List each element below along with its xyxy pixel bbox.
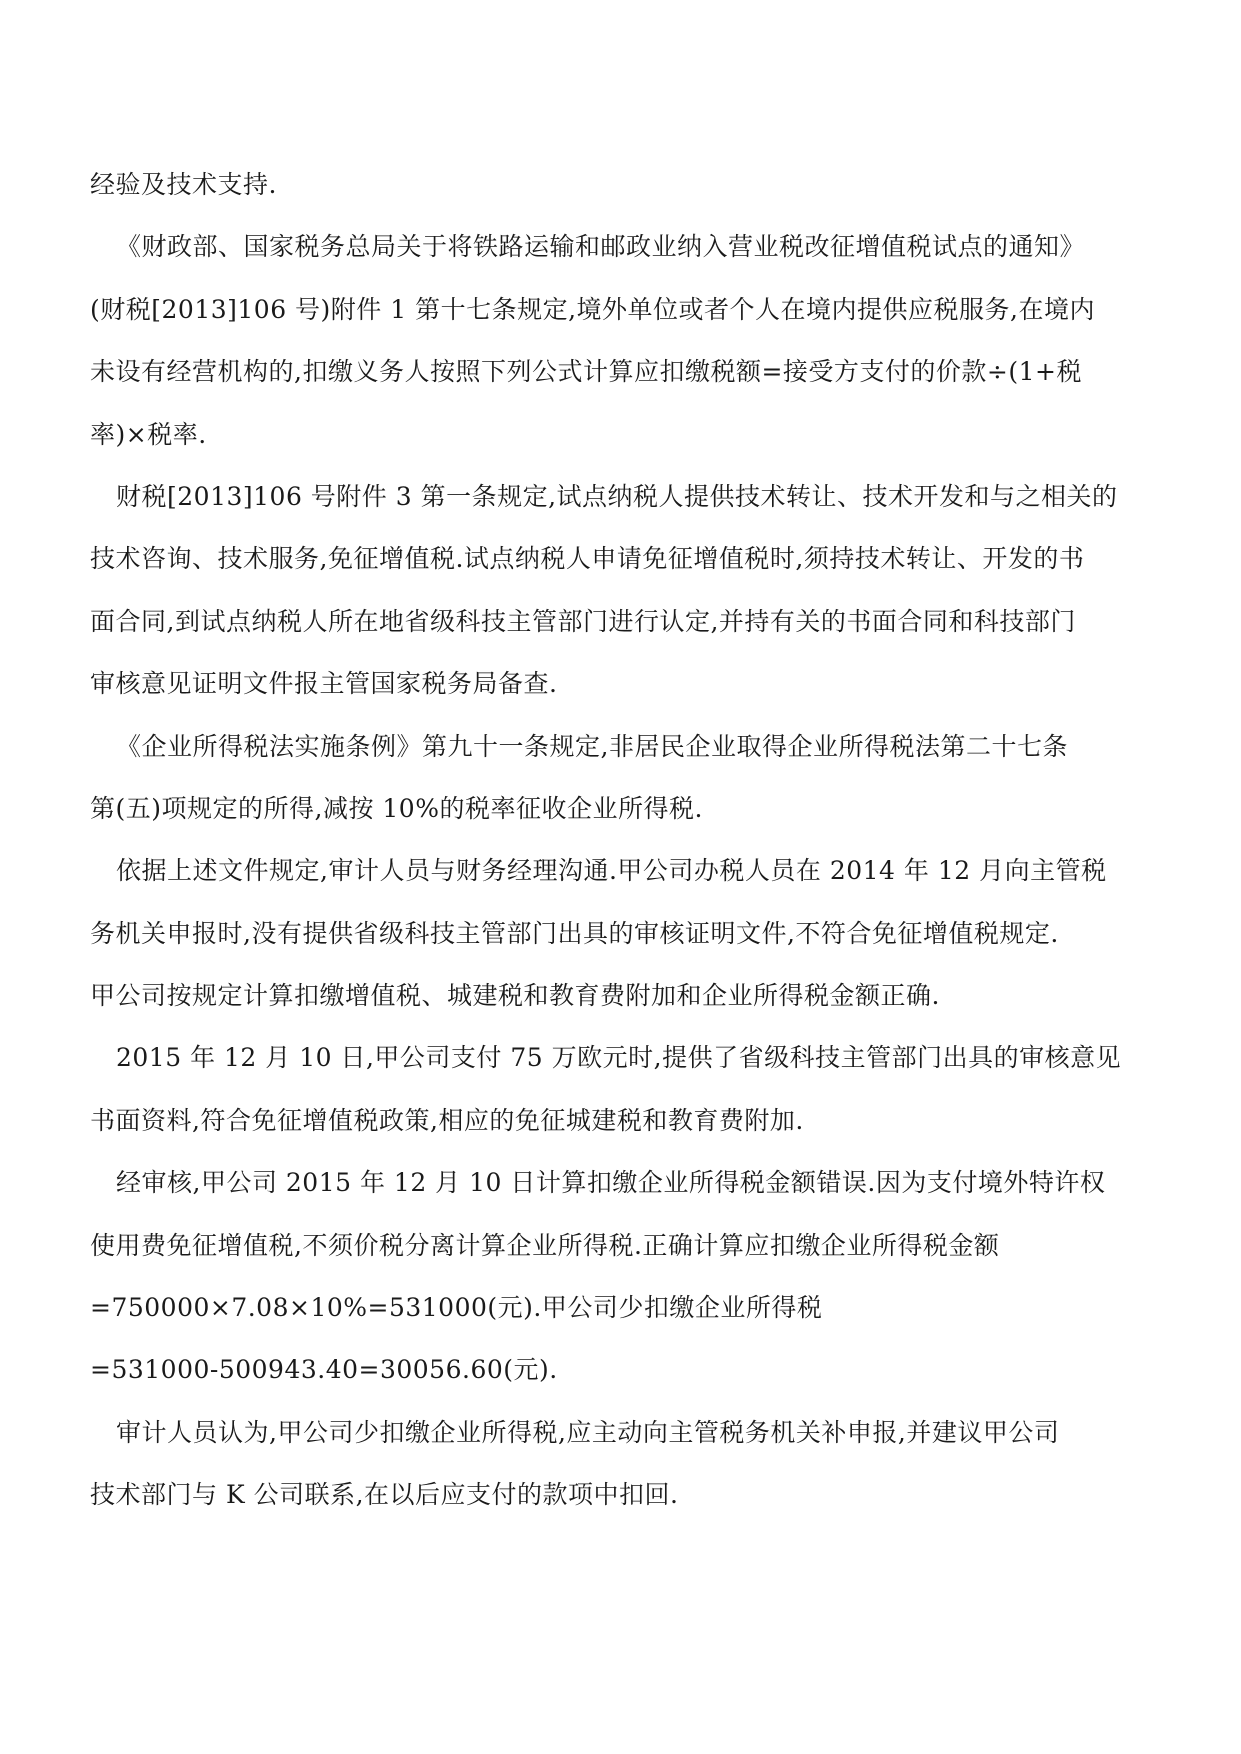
text-line: (财税[2013]106 号)附件 1 第十七条规定,境外单位或者个人在境内提供应税服务,在境内 [90, 294, 1095, 324]
text-line: 《企业所得税法实施条例》第九十一条规定,非居民企业取得企业所得税法第二十七条 [116, 731, 1068, 761]
paragraph-5 [90, 840, 1152, 1027]
text-line: 审核意见证明文件报主管国家税务局备查. [90, 669, 558, 699]
text-line: 依据上述文件规定,审计人员与财务经理沟通.甲公司办税人员在 2014 年 12 月向主管税 [116, 856, 1107, 886]
text-line: 使用费免征增值税,不须价税分离计算企业所得税.正确计算应扣缴企业所得税金额 [90, 1230, 1000, 1260]
text-line: 第(五)项规定的所得,减按 10%的税率征收企业所得税. [90, 793, 703, 823]
paragraph-4 [90, 716, 1152, 841]
paragraph-6 [90, 1027, 1152, 1152]
text-line: 经验及技术支持. [90, 170, 277, 199]
text-line: 面合同,到试点纳税人所在地省级科技主管部门进行认定,并持有关的书面合同和科技部门 [90, 606, 1076, 636]
paragraph-8 [90, 1402, 1152, 1527]
text-line: 技术部门与 K 公司联系,在以后应支付的款项中扣回. [90, 1480, 679, 1510]
paragraph-2 [90, 216, 1152, 466]
text-line: =750000×7.08×10%=531000(元).甲公司少扣缴企业所得税 [90, 1293, 823, 1323]
text-line: 2015 年 12 月 10 日,甲公司支付 75 万欧元时,提供了省级科技主管部门出具的审核意见 [116, 1043, 1122, 1073]
text-line: 率)×税率. [90, 419, 207, 449]
paragraph-7 [90, 1152, 1152, 1402]
text-line: =531000-500943.40=30056.60(元). [90, 1355, 558, 1385]
text-line: 书面资料,符合免征增值税政策,相应的免征城建税和教育费附加. [90, 1105, 804, 1135]
text-line: 经审核,甲公司 2015 年 12 月 10 日计算扣缴企业所得税金额错误.因为支付境外特许权 [116, 1168, 1106, 1198]
text-line: 技术咨询、技术服务,免征增值税.试点纳税人申请免征增值税时,须持技术转让、开发的书 [90, 544, 1085, 574]
text-line: 甲公司按规定计算扣缴增值税、城建税和教育费附加和企业所得税金额正确. [90, 981, 940, 1011]
text-line: 务机关申报时,没有提供省级科技主管部门出具的审核证明文件,不符合免征增值税规定. [90, 918, 1059, 948]
text-line: 审计人员认为,甲公司少扣缴企业所得税,应主动向主管税务机关补申报,并建议甲公司 [116, 1417, 1060, 1447]
document-body [90, 154, 1152, 1527]
text-line: 财税[2013]106 号附件 3 第一条规定,试点纳税人提供技术转让、技术开发和与之相关的 [116, 481, 1118, 511]
text-line: 《财政部、国家税务总局关于将铁路运输和邮政业纳入营业税改征增值税试点的通知》 [116, 232, 1086, 262]
paragraph-1 [90, 154, 1152, 216]
paragraph-3 [90, 466, 1152, 716]
text-line: 未设有经营机构的,扣缴义务人按照下列公式计算应扣缴税额=接受方支付的价款÷(1+税 [90, 357, 1082, 387]
